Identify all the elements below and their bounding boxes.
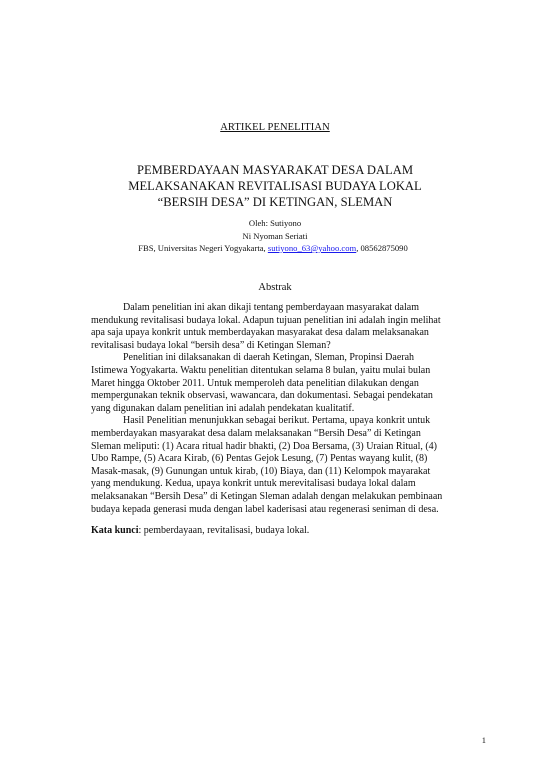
abstract-paragraph-2 [91, 352, 476, 415]
title-line-1: PEMBERDAYAAN MASYARAKAT DESA DALAM [136, 163, 414, 177]
abstract-line: yang mendukung. Kedua, upaya konkrit untuk merevitalisasi budaya lokal dalam [91, 478, 416, 490]
author-2: Ni Nyoman Seriati [242, 230, 308, 241]
article-label: ARTIKEL PENELITIAN [220, 122, 330, 133]
abstract-line: mempergunakan teknik observasi, wawancara, dan dokumentasi. Sebagai pendekatan [91, 390, 433, 402]
phone-number: , 08562875090 [356, 243, 408, 253]
abstract-paragraph-3 [91, 415, 476, 516]
abstract-line: melaksanakan “Bersih Desa” di Ketingan Sleman adalah dengan melakukan pembinaan [91, 490, 443, 502]
keywords-label: Kata kunci [91, 525, 139, 536]
abstract-line: Sleman meliputi: (1) Acara ritual hadir bhakti, (2) Doa Bersama, (3) Uraian Ritual, (4) [91, 440, 438, 452]
author-1: Oleh: Sutiyono [248, 218, 302, 228]
abstract-line: Maret hingga Oktober 2011. Untuk memperoleh data penelitian dilakukan dengan [91, 377, 419, 389]
abstract-line: Penelitian ini dilaksanakan di daerah Ketingan, Sleman, Propinsi Daerah [123, 352, 415, 364]
abstract-body [91, 302, 476, 516]
keywords-text: : pemberdayaan, revitalisasi, budaya lokal. [138, 525, 310, 536]
abstract-line: memberdayakan masyarakat desa dalam melaksanakan “Bersih Desa” di Ketingan [91, 427, 421, 439]
abstract-line: Ubo Rampe, (5) Acara Kirab, (6) Pentas Gejok Lesung, (7) Pentas wayang kulit, (8) [91, 453, 428, 465]
title-line-3: “BERSIH DESA” DI KETINGAN, SLEMAN [157, 195, 393, 209]
author-block [0, 217, 550, 255]
email-link[interactable]: sutiyono_63@yahoo.com [267, 243, 357, 253]
title-line-2: MELAKSANAKAN REVITALISASI BUDAYA LOKAL [128, 179, 422, 193]
page-number: 1 [481, 735, 486, 745]
abstract-line: apa saja upaya konkrit untuk memberdayakan masyarakat desa dalam melaksanakan [91, 327, 429, 339]
abstract-line: Hasil Penelitian menunjukkan sebagai berikut. Pertama, upaya konkrit untuk [123, 415, 431, 427]
abstract-line: mendukung revitalisasi budaya lokal. Adapun tujuan penelitian ini adalah ingin melihat [91, 314, 441, 326]
abstract-line: Masak-masak, (9) Gunungan untuk kirab, (10) Biaya, dan (11) Kelompok mayarakat [91, 465, 431, 477]
abstract-heading: Abstrak [258, 282, 292, 293]
affiliation-text: FBS, Universitas Negeri Yogyakarta, [138, 243, 268, 253]
abstract-line: revitalisasi budaya lokal “bersih desa” di Ketingan Sleman? [91, 339, 331, 351]
abstract-line: Dalam penelitian ini akan dikaji tentang pemberdayaan masyarakat dalam [123, 302, 419, 313]
abstract-line: yang digunakan dalam penelitian ini adalah pendekatan kualitatif. [91, 402, 355, 414]
affiliation [0, 242, 548, 255]
abstract-line: Istimewa Yogyakarta. Waktu penelitian ditentukan selama 8 bulan, yaitu mulai bulan [91, 364, 431, 376]
abstract-line: budaya kepada generasi muda dengan label kaderisasi atau regenerasi seniman di desa. [91, 503, 439, 515]
paper-title [60, 162, 490, 210]
abstract-paragraph-1 [91, 302, 476, 352]
keywords-line [91, 525, 476, 538]
